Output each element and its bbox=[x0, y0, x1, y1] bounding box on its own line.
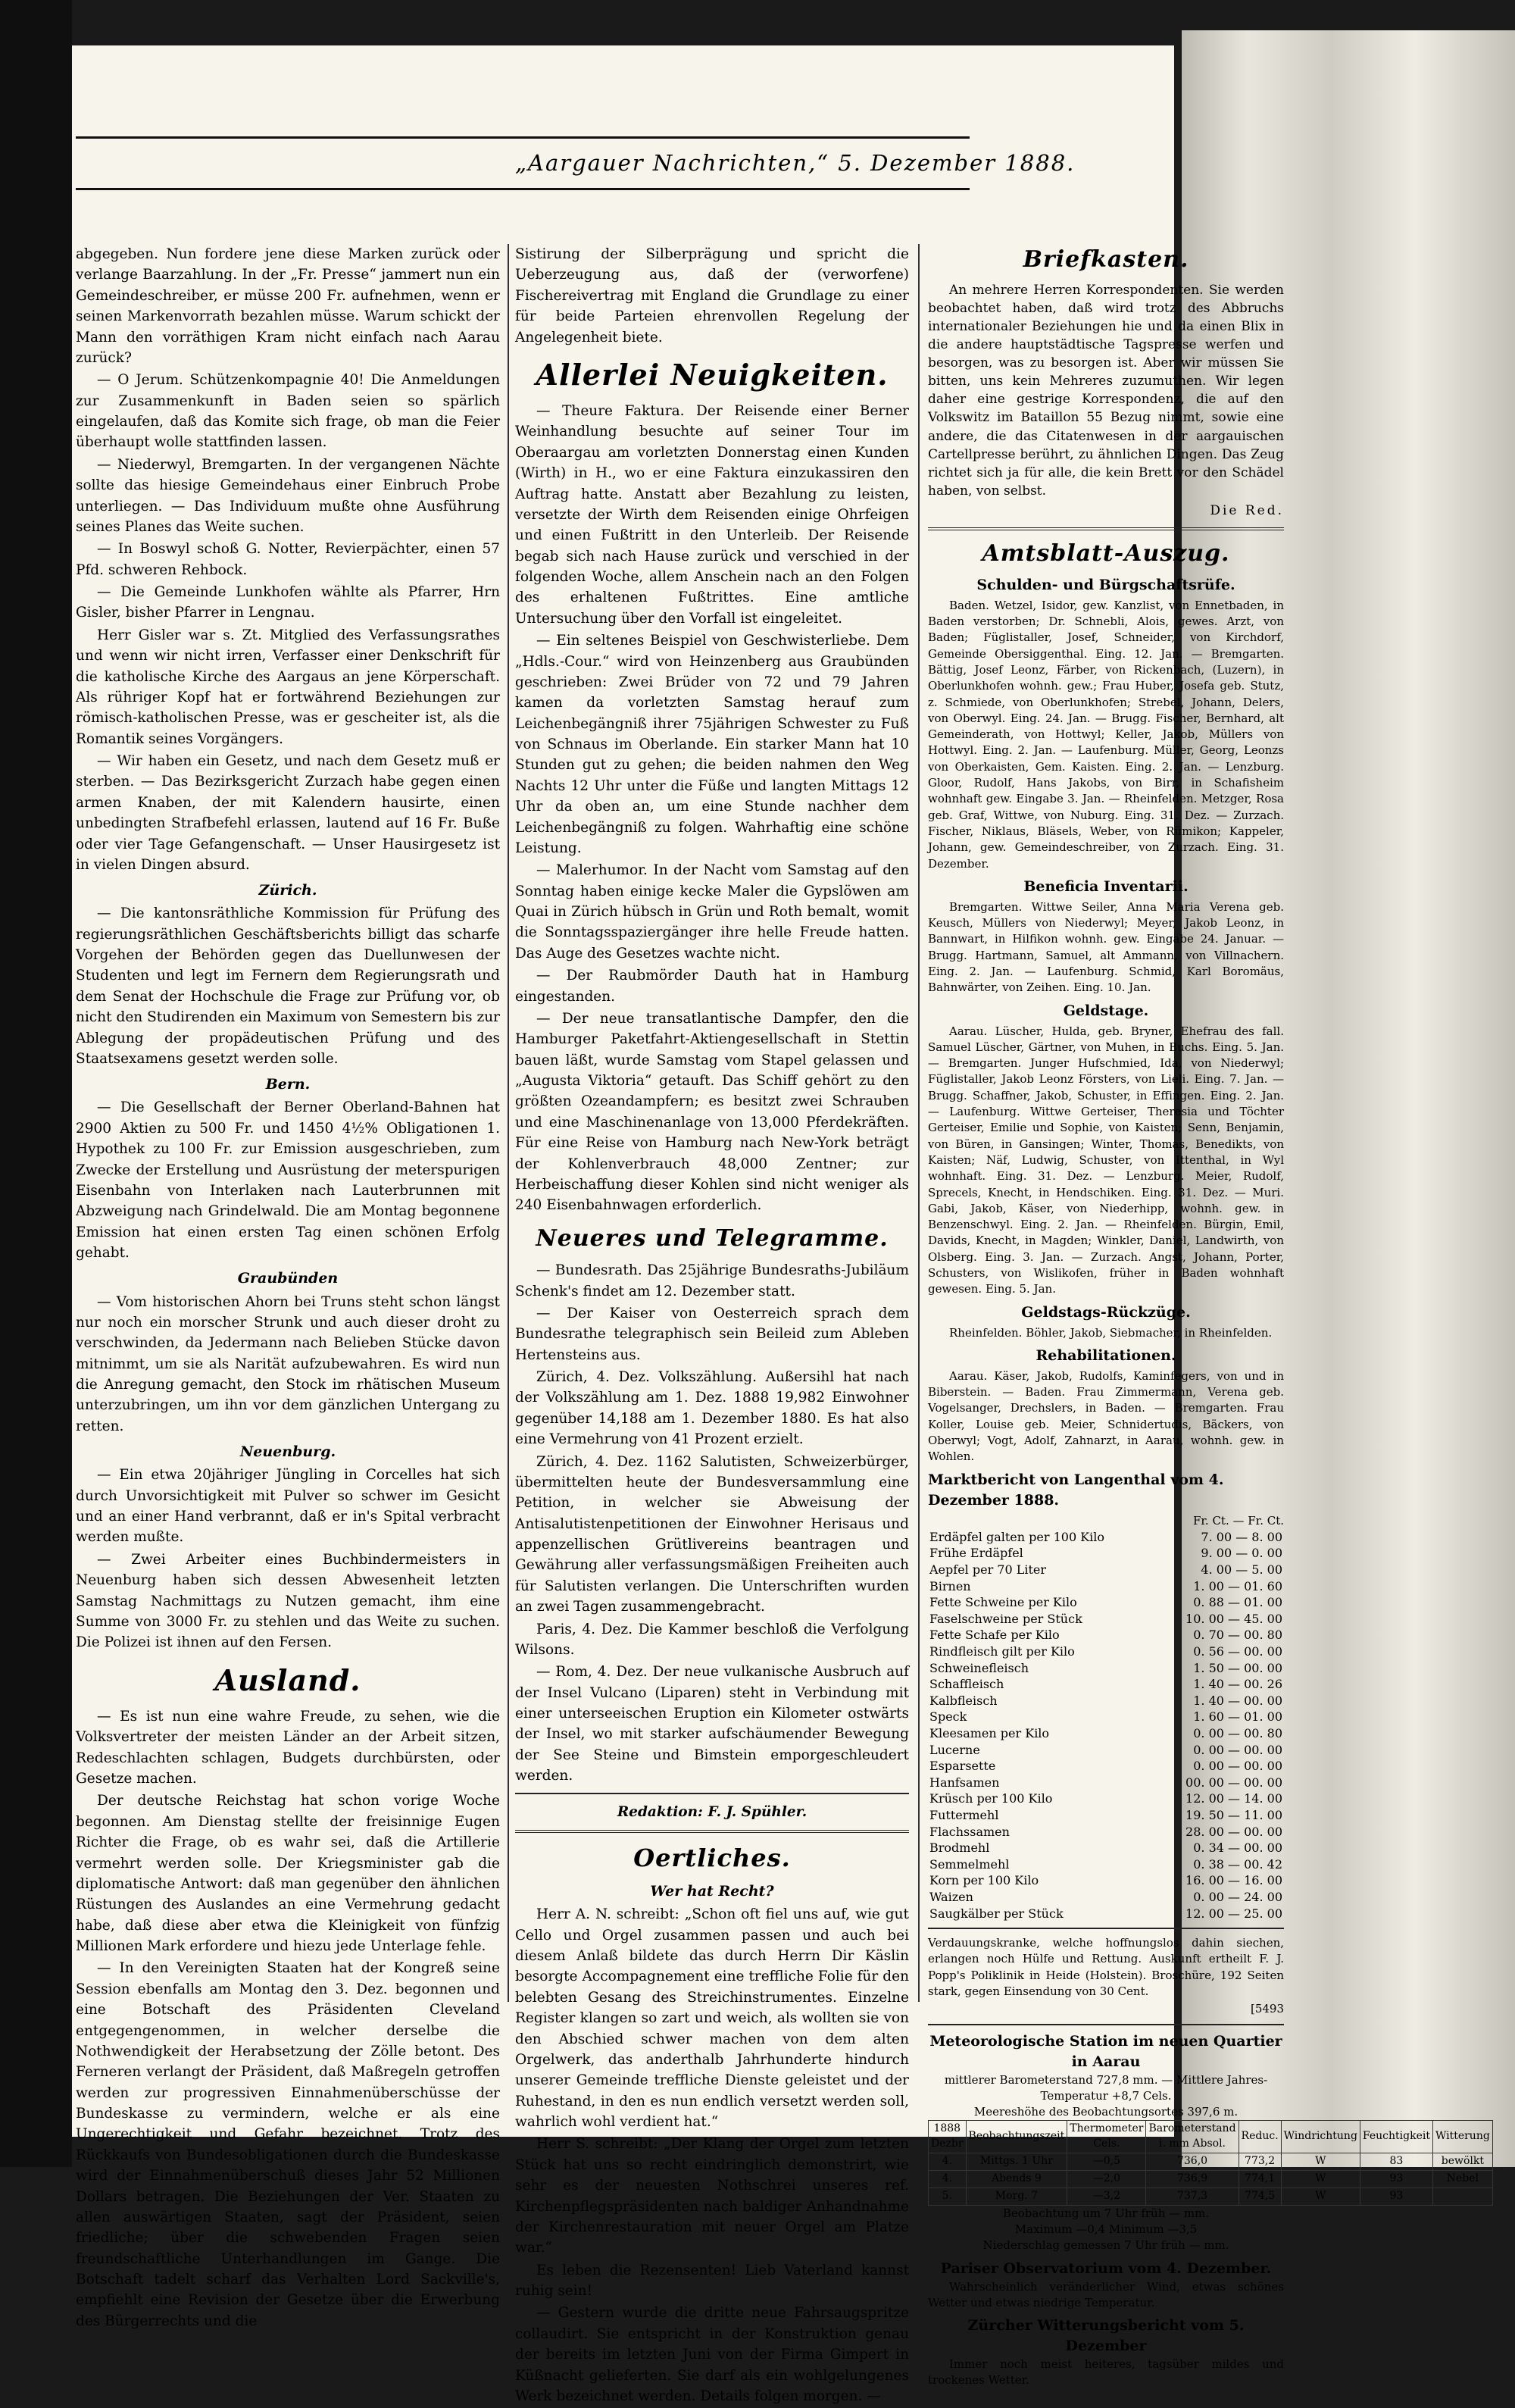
market-row bbox=[928, 1643, 1284, 1660]
subheading-meteo: Meteorologische Station im neuen Quartier in Aarau bbox=[929, 2032, 1282, 2070]
article-paragraph: — Wir haben ein Gesetz, und nach dem Gesetz muß er sterben. — Das Bezirksgericht Zurzach habe gegen einen armen Knaben, der mit Kalendern hausirte, einen unbedingten Strafbefehl erlassen, lautend auf 16 Fr. Buße oder vier Tage Gefangenschaft. — Unser Hausirgesetz ist in vielen Dingen absurd. bbox=[76, 753, 500, 873]
column-divider-2 bbox=[918, 244, 920, 2002]
market-price-table bbox=[928, 1529, 1284, 1922]
weather-header-cell: 1888 Dezbr bbox=[929, 2121, 967, 2153]
market-price: 19. 50 — 11. 00 bbox=[1185, 1807, 1282, 1822]
article-paragraph: Zürich, 4. Dez. Volkszählung. Außersihl hat nach der Volkszählung am 1. Dez. 1888 19,982 Einwohner gegenüber 14,188 am 1. Dezember 1880. Es hat also eine Vermehrung von 41 Prozent erzielt. bbox=[515, 1369, 909, 1448]
market-item: Flachssamen bbox=[929, 1824, 1010, 1839]
article-paragraph: Paris, 4. Dez. Die Kammer beschloß die Verfolgung Wilsons. bbox=[515, 1621, 909, 1658]
market-row bbox=[928, 1709, 1284, 1725]
article-paragraph: — Der Raubmörder Dauth hat in Hamburg eingestanden. bbox=[515, 968, 909, 1005]
market-price: 1. 00 — 01. 60 bbox=[1193, 1578, 1282, 1593]
market-price: 0. 00 — 00. 80 bbox=[1193, 1725, 1282, 1740]
article-paragraph: — Vom historischen Ahorn bei Truns steht schon längst nur noch ein morscher Strunk und auch dieser droht zu verschwinden, da Jedermann nach Belieben Stücke davon mitnimmt, um sie als Narität aufzubewahren. Es wird nun die Anregung gemacht, den Stock im rhätischen Museum unterzubringen, um ihn vor dem gänzlichen Untergang zu retten. bbox=[76, 1293, 500, 1434]
weather-cell: Nebel bbox=[1432, 2171, 1492, 2188]
scan-left-edge bbox=[0, 0, 72, 2167]
market-price: 1. 40 — 00. 00 bbox=[1193, 1693, 1282, 1708]
market-item: Schaffleisch bbox=[929, 1677, 1004, 1692]
market-row bbox=[928, 1807, 1284, 1824]
market-row bbox=[928, 1627, 1284, 1643]
market-row bbox=[928, 1742, 1284, 1759]
meteo-note: Beobachtung um 7 Uhr früh — mm. bbox=[1002, 2206, 1210, 2220]
weather-header-cell: Windrichtung bbox=[1281, 2121, 1360, 2153]
weather-cell: 5. bbox=[929, 2188, 967, 2205]
market-item: Rindfleisch gilt per Kilo bbox=[929, 1644, 1075, 1659]
weather-cell: 736,0 bbox=[1146, 2153, 1239, 2171]
article-paragraph: — Die kantonsräthliche Kommission für Prüfung des regierungsräthlichen Geschäftsberichts billigt das scharfe Vorgehen der Behörden gegen das Duellunwesen der Studenten und legt im Fernern dem Regierungsrath und dem Senat der Hochschule die Frage zur Prüfung vor, ob nicht den Studirenden ein Maximum von Semestern bis zur Ablegung der propädeutischen Prüfung und des Staatsexamens gesetzt werden solle. bbox=[76, 905, 500, 1067]
weather-header-cell: Barometerstand i. mm Absol. bbox=[1146, 2121, 1239, 2153]
market-price: 0. 00 — 00. 00 bbox=[1193, 1742, 1282, 1757]
weather-cell: Morg. 7 bbox=[966, 2188, 1067, 2205]
market-row bbox=[928, 1529, 1284, 1546]
article-paragraph: — Die Gemeinde Lunkhofen wählte als Pfarrer, Hrn Gisler, bisher Pfarrer in Lengnau. bbox=[76, 584, 500, 621]
subheading-rueckzuege: Geldstags-Rückzüge. bbox=[1021, 1303, 1191, 1321]
market-row bbox=[928, 1660, 1284, 1677]
article-paragraph: — In den Vereinigten Staaten hat der Kongreß seine Session ebenfalls am Montag den 3. Dez. begonnen und eine Botschaft des Präsidenten Cleveland entgegengenommen, in welcher derselbe die Nothwendigkeit der Herabsetzung der Zölle betont. Des Ferneren verlangt der Präsident, daß Maßregeln getroffen werden zur progressiven Einnahmenüberschüsse der Bundeskasse zu vermindern, welche er als eine Ungerechtigkeit und Gefahr bezeichnet. Trotz des Rückkaufs von Bundesobligationen durch die Bundeskasse wird der Einnahmenüberschuß dieses Jahr 52 Millionen Dollars betragen. Die Beziehungen der Ver. Staaten zu allen auswärtigen Staaten, sagt der Präsident, seien friedliche; über die schwebenden Fragen seien freundschaftliche Unterhandlungen im Gange. Die Botschaft tadelt scharf das Verhalten Lord Sackville's, empfiehlt eine Revision der Gesetze über die Erwerbung des Bürgerrechts und die bbox=[76, 1960, 500, 2329]
article-paragraph: — Der neue transatlantische Dampfer, den die Hamburger Paketfahrt-Aktiengesellschaft in Stettin bauen läßt, wurde Samstag vom Stapel gelassen und „Augusta Viktoria“ getauft. Das Schiff gehört zu den größten Ozeandampfern; es besitzt zwei Schrauben und eine Maschinenanlage von 13,000 Pferdekräften. Für eine Reise von Hamburg nach New-York beträgt der Kohlenverbrauch 48,000 Zentner; zur Herbeischaffung dieser Kohlen sind nicht weniger als 240 Eisenbahnwagen erforderlich. bbox=[515, 1010, 909, 1214]
market-item: Kalbfleisch bbox=[929, 1693, 998, 1708]
weather-cell bbox=[1432, 2188, 1492, 2205]
section-heading-amtsblatt: Amtsblatt-Auszug. bbox=[982, 540, 1230, 568]
market-price: 9. 00 — 0. 00 bbox=[1201, 1546, 1282, 1561]
subheading-schulden: Schulden- und Bürgschaftsrüfe. bbox=[976, 576, 1235, 593]
section-heading-ausland: Ausland. bbox=[214, 1662, 361, 1697]
weather-header-cell: Beobachtungszeit bbox=[966, 2121, 1067, 2153]
weather-cell: —0,5 bbox=[1067, 2153, 1146, 2171]
section-heading-graubuenden: Graubünden bbox=[237, 1270, 339, 1287]
market-item: Semmelmehl bbox=[929, 1856, 1010, 1872]
article-paragraph: — Rom, 4. Dez. Der neue vulkanische Ausbruch auf der Insel Vulcano (Liparen) steht in Verbindung mit einer unterseeischen Eruption ein Kilometer ostwärts der Insel, wo mit starker aufschäumender Bewegung der See Steine und Bimstein emporgeschleudert werden. bbox=[515, 1664, 909, 1784]
weather-header-cell: Witterung bbox=[1432, 2121, 1492, 2153]
article-paragraph: Herr Gisler war s. Zt. Mitglied des Verfassungsrathes und wenn wir nicht irren, Verfasser einer Denkschrift für die katholische Kirche des Aargaus an jene Körperschaft. Als rühriger Kopf hat er fortwährend Beziehungen zur römisch-katholischen Presse, was er gescheiter ist, als die Romantik seines Vorgängers. bbox=[76, 627, 500, 747]
markt-column-header: Fr. Ct. — Fr. Ct. bbox=[1192, 1513, 1284, 1528]
market-price: 1. 40 — 00. 26 bbox=[1193, 1677, 1282, 1692]
market-item: Fette Schweine per Kilo bbox=[929, 1595, 1077, 1610]
weather-cell: 774,1 bbox=[1239, 2171, 1281, 2188]
section-heading-zuerich: Zürich. bbox=[258, 882, 317, 899]
divider bbox=[928, 1928, 1284, 1929]
article-paragraph: Aarau. Lüscher, Hulda, geb. Bryner, Ehefrau des fall. Samuel Lüscher, Gärtner, von Muhen, in Buchs. Eing. 5. Jan. — Bremgarten. Junger Hufschmied, Ida, von Niederwyl; Füglistaller, Jakob Leonz Försters, von Lieli. Eing. 7. Jan. — Brugg. Schaffner, Jakob, Schuster, in Effingen. Eing. 2. Jan. — Laufenburg. Wittwe Gerteiser, Theresia und Töchter Gerteiser, Emilie und Sophie, von Kaisten; Senn, Benjamin, von Büren, in Gansingen; Winter, Thomas, Benedikts, von Kaisten; Näf, Ludwig, Schuster, von Ittenthal, in Wyl wohnhaft. Eing. 31. Dez. — Lenzburg. Meier, Rudolf, Sprecels, Knecht, in Hendschiken. Eing. 31. Dez. — Muri. Gabi, Jakob, Käser, von Niederhipp, wohnh. gew. in Benzenschwyl. Eing. 2. Jan. — Rheinfelden. Bürgin, Emil, Davids, Knecht, in Magden; Winkler, Daniel, Landwirth, von Olsberg. Eing. 3. Jan. — Zurzach. Angst, Johann, Porter, Schusters, von Wislikofen, früher in Baden wohnhaft gewesen. Eing. 5. Jan. bbox=[928, 1024, 1284, 1296]
market-item: Speck bbox=[929, 1709, 967, 1725]
weather-cell: 774,5 bbox=[1239, 2188, 1281, 2205]
market-row bbox=[928, 1693, 1284, 1709]
column-divider-1 bbox=[508, 244, 509, 2002]
section-heading-briefkasten: Briefkasten. bbox=[1023, 246, 1189, 273]
weather-cell: 736,9 bbox=[1146, 2171, 1239, 2188]
article-paragraph: An mehrere Herren Korrespondenten. Sie werden beobachtet haben, daß wird trotz des Abbruchs internationaler Beziehungen hie und da einen Blix in die andere hauptstädtische Tagspresse werfen und besorgen, was zu besorgen ist. Aber wir müssen Sie bitten, uns kein Mehreres zuzumuthen. Wir legen daher eine gestrige Korrespondenz, die auf den Volkswitz im Bataillon 55 Bezug nimmt, sowie eine andere, die das Citatenwesen in der aargauischen Cartellpresse berührt, zu ähnlichen Dingen. Das Zeug richtet sich ja für alle, die kein Brett vor den Schädel haben, von selbst. bbox=[928, 282, 1284, 499]
market-row bbox=[928, 1889, 1284, 1906]
weather-row bbox=[929, 2171, 1493, 2188]
divider bbox=[928, 2024, 1284, 2025]
market-price: 1. 50 — 00. 00 bbox=[1193, 1660, 1282, 1675]
article-paragraph: Bremgarten. Wittwe Seiler, Anna Maria Verena geb. Keusch, Müllers von Niederwyl; Meyer, Jakob Leonz, in Bannwart, in Hilfikon wohnh. gew. Eingabe 24. Januar. — Brugg. Hartmann, Samuel, alt Ammann, von Villnachern. Eing. 2. Jan. — Laufenburg. Schmid, Karl Boromäus, Bahnwärter, von Zeihen. Eing. 10. Jan. bbox=[928, 899, 1284, 995]
market-item: Hanfsamen bbox=[929, 1775, 1000, 1790]
market-price: 0. 70 — 00. 80 bbox=[1193, 1628, 1282, 1643]
market-price: 10. 00 — 45. 00 bbox=[1185, 1611, 1282, 1626]
article-paragraph: Aarau. Käser, Jakob, Rudolfs, Kaminfegers, von und in Biberstein. — Baden. Frau Zimmermann, Verena geb. Vogelsanger, Drechslers, in Baden. — Bremgarten. Frau Koller, Louise geb. Meier, Schnidertudis, Bäckers, von Oberwyl; Vogt, Adolf, Zahnarzt, in Aarau, wohnh. gew. in Wohlen. bbox=[928, 1368, 1284, 1464]
market-item: Lucerne bbox=[929, 1742, 980, 1757]
subheading-geldstage: Geldstage. bbox=[1063, 1002, 1149, 1019]
market-item: Frühe Erdäpfel bbox=[929, 1546, 1023, 1561]
advertisement: Verdauungskranke, welche hoffnungslos dahin siechen, erlangen noch Hülfe und Rettung. Auskunft ertheilt F. J. Popp's Poliklinik in Heide (Holstein). Broschüre, 192 Seiten stark, gegen Einsendung von 30 Cent. bbox=[928, 1936, 1284, 1998]
weather-cell: 93 bbox=[1360, 2171, 1432, 2188]
section-heading-neuenburg: Neuenburg. bbox=[239, 1443, 336, 1461]
article-paragraph: Immer noch meist heiteres, tagsüber mildes und trockenes Wetter. bbox=[928, 2357, 1284, 2388]
market-item: Kleesamen per Kilo bbox=[929, 1725, 1050, 1740]
weather-cell: bewölkt bbox=[1432, 2153, 1492, 2171]
article-paragraph: — Ein seltenes Beispiel von Geschwisterliebe. Dem „Hdls.-Cour.“ wird von Heinzenberg aus Graubünden geschrieben: Zwei Brüder von 72 und 79 Jahren kamen da vorletzten Samstag herauf zum Leichenbegängniß ihrer 75jährigen Schwester zu Fuß von Schnaus im Oberlande. Ein starker Mann hat 10 Stunden gut zu gehen; die beiden nahmen den Weg Nachts 12 Uhr unter die Füße und langten Mittags 12 Uhr da oben an, um eine Stunde nachher dem Leichenbegängniß zu folgen. Wahrhaftig eine schöne Leistung. bbox=[515, 633, 909, 856]
weather-cell: 773,2 bbox=[1239, 2153, 1281, 2171]
divider bbox=[515, 1793, 909, 1794]
header-rule-bottom bbox=[76, 188, 970, 190]
market-row bbox=[928, 1594, 1284, 1611]
market-item: Erdäpfel galten per 100 Kilo bbox=[929, 1529, 1105, 1544]
article-paragraph: Zürich, 4. Dez. 1162 Salutisten, Schweizerbürger, übermittelten heute der Bundesversammlung eine Petition, in welcher sie Abweisung der Antisalutistenpetitionen der Einwohner Herisaus und appenzellischen Grütlivereins beantragen und Gewährung aller verfassungsmäßigen Freiheiten auch für Salutisten verlangen. Die Unterschriften wurden an zwei Tagen zusammengebracht. bbox=[515, 1453, 909, 1615]
market-price: 4. 00 — 5. 00 bbox=[1201, 1562, 1282, 1578]
divider bbox=[928, 527, 1284, 530]
market-price: 00. 00 — 00. 00 bbox=[1185, 1775, 1282, 1790]
article-title-wer-hat-recht: Wer hat Recht? bbox=[650, 1883, 774, 1900]
market-price: 0. 34 — 00. 00 bbox=[1193, 1840, 1282, 1856]
market-item: Korn per 100 Kilo bbox=[929, 1873, 1039, 1888]
subheading-pariser-observatorium: Pariser Observatorium vom 4. Dezember. bbox=[940, 2259, 1272, 2277]
market-item: Esparsette bbox=[929, 1759, 996, 1774]
article-paragraph: — Theure Faktura. Der Reisende einer Berner Weinhandlung besuchte auf seiner Tour im Oberaargau am vorletzten Donnerstag einen Kunden (Wirth) in H., wo er eine Faktura einzukassiren den Auftrag hatte. Anstatt aber Bezahlung zu leisten, versetzte der Wirth dem Reisenden einige Ohrfeigen und einen Fußtritt in den Unterleib. Der Reisende begab sich nach Hause zurück und verschied in der folgenden Woche, allem Anschein nach an den Folgen des erhaltenen Fußtrittes. Eine amtliche Untersuchung über den Vorfall ist eingeleitet. bbox=[515, 403, 909, 627]
subheading-rehabilitationen: Rehabilitationen. bbox=[1036, 1346, 1176, 1364]
weather-header-cell: Feuchtigkeit bbox=[1360, 2121, 1432, 2153]
editor-credit: Redaktion: F. J. Spühler. bbox=[617, 1803, 807, 1820]
weather-cell: W bbox=[1281, 2188, 1360, 2205]
weather-cell: —2,0 bbox=[1067, 2171, 1146, 2188]
article-paragraph: — Der Kaiser von Oesterreich sprach dem Bundesrathe telegraphisch sein Beileid zum Ableben Hertensteins aus. bbox=[515, 1305, 909, 1363]
column-1 bbox=[76, 244, 500, 2333]
market-item: Birnen bbox=[929, 1578, 971, 1593]
market-price: 0. 88 — 01. 00 bbox=[1193, 1595, 1282, 1610]
market-price: 0. 00 — 00. 00 bbox=[1193, 1759, 1282, 1774]
market-row bbox=[928, 1562, 1284, 1578]
article-paragraph: Der deutsche Reichstag hat schon vorige Woche begonnen. Am Dienstag stellte der freisinnige Eugen Richter die Frage, ob es wahr sei, daß die Artillerie vermehrt werden solle. Der Kriegsminister gab die diplomatische Antwort: daß man gegenüber den ähnlichen Rüstungen des Auslandes an eine Vermehrung gedacht habe, daß diese aber etwa die Kleinigkeit von fünfzig Millionen Mark erfordere und hiezu jede Unterlage fehle. bbox=[76, 1793, 500, 1955]
article-paragraph: Sistirung der Silberprägung und spricht die Ueberzeugung aus, daß der (verworfene) Fischereivertrag mit England die Grundlage zu einer für beide Parteien ehrenvollen Regelung der Angelegenheit biete. bbox=[515, 246, 909, 346]
section-heading-neueres: Neueres und Telegramme. bbox=[536, 1224, 889, 1252]
article-paragraph: Herr A. N. schreibt: „Schon oft fiel uns auf, wie gut Cello und Orgel zusammen passen und auch bei diesem Anlaß bildete das durch Herrn Dir Käslin besorgte Accompagnement eine treffliche Folie für den belebten Gesang des Streichinstrumentes. Einzelne Register klangen so zart und weich, als wollten sie von den Abschied schwer machen von dem alten Orgelwerk, das anderthalb Jahrhunderte hindurch unserer Gemeinde treffliche Dienste geleistet und der Ruhestand, in den es nun endlich versetzt werden soll, wahrlich wohl verdient hat.“ bbox=[515, 1906, 909, 2131]
meteo-subtitle: Meereshöhe des Beobachtungsortes 397,6 m. bbox=[973, 2105, 1239, 2119]
article-paragraph: Rheinfelden. Böhler, Jakob, Siebmacher, in Rheinfelden. bbox=[949, 1325, 1273, 1340]
subheading-zuercher-witterungsbericht: Zürcher Witterungsbericht vom 5. Dezember bbox=[967, 2317, 1245, 2355]
meteo-note: Maximum —0,4 Minimum —3,5 bbox=[1014, 2222, 1198, 2237]
market-price: 16. 00 — 16. 00 bbox=[1185, 1873, 1282, 1888]
market-price: 0. 00 — 24. 00 bbox=[1193, 1889, 1282, 1904]
weather-cell: Mittgs. 1 Uhr bbox=[966, 2153, 1067, 2171]
weather-row bbox=[929, 2188, 1493, 2205]
market-price: 7. 00 — 8. 00 bbox=[1201, 1529, 1282, 1544]
market-price: 0. 38 — 00. 42 bbox=[1193, 1856, 1282, 1872]
column-2 bbox=[515, 244, 909, 2408]
market-item: Aepfel per 70 Liter bbox=[929, 1562, 1047, 1578]
market-row bbox=[928, 1824, 1284, 1840]
section-heading-bern: Bern. bbox=[265, 1076, 311, 1093]
article-paragraph: — Zwei Arbeiter eines Buchbindermeisters in Neuenburg haben sich dessen Abwesenheit letzten Samstag Nachmittags zu Nutzen gemacht, ihm eine Summe von 3000 Fr. zu stehlen und das Weite zu suchen. Die Polizei ist ihnen auf den Fersen. bbox=[76, 1551, 500, 1651]
advertisement-number: [5493 bbox=[1250, 2002, 1284, 2016]
market-item: Saugkälber per Stück bbox=[929, 1906, 1064, 1921]
market-item: Faselschweine per Stück bbox=[929, 1611, 1082, 1626]
header-rule-top bbox=[76, 136, 970, 139]
market-price: 12. 00 — 14. 00 bbox=[1185, 1791, 1282, 1806]
meteo-note: Niederschlag gemessen 7 Uhr früh — mm. bbox=[982, 2238, 1229, 2253]
article-paragraph: Wahrscheinlich veränderlicher Wind, etwas schönes Wetter und etwas niedrige Temperatur. bbox=[928, 2279, 1284, 2309]
article-paragraph: — O Jerum. Schützenkompagnie 40! Die Anmeldungen zur Zusammenkunft in Baden seien so spärlich eingelaufen, daß das Komite sich frage, ob man die Feier überhaupt wolle stattfinden lassen. bbox=[76, 372, 500, 451]
market-item: Schweinefleisch bbox=[929, 1660, 1029, 1675]
page-title: „Aargauer Nachrichten,“ 5. Dezember 1888. bbox=[515, 150, 1076, 176]
market-row bbox=[928, 1611, 1284, 1628]
market-row bbox=[928, 1676, 1284, 1693]
article-paragraph: — Ein etwa 20jähriger Jüngling in Corcelles hat sich durch Unvorsichtigkeit mit Pulver so schwer im Gesicht und an einer Hand verbrannt, daß er in's Spital verbracht werden mußte. bbox=[76, 1467, 500, 1546]
weather-cell: 4. bbox=[929, 2153, 967, 2171]
page-header bbox=[76, 136, 1076, 220]
market-row bbox=[928, 1545, 1284, 1562]
article-paragraph: — Bundesrath. Das 25jährige Bundesraths-Jubiläum Schenk's findet am 12. Dezember statt. bbox=[515, 1262, 909, 1299]
article-paragraph: — In Boswyl schoß G. Notter, Revierpächter, einen 57 Pfd. schweren Rehbock. bbox=[76, 541, 500, 578]
section-heading-oertliches: Oertliches. bbox=[633, 1843, 791, 1872]
market-item: Krüsch per 100 Kilo bbox=[929, 1791, 1053, 1806]
weather-cell: W bbox=[1281, 2153, 1360, 2171]
article-paragraph: abgegeben. Nun fordere jene diese Marken zurück oder verlange Baarzahlung. In der „Fr. Presse“ jammert nun ein Gemeindeschreiber, er müsse 200 Fr. aufnehmen, wenn er seinen Markenvorrath bezahlen müsse. Warum schickt der Mann den vorräthigen Kram nicht einfach nach Aarau zurück? bbox=[76, 246, 500, 366]
article-paragraph: — Es ist nun eine wahre Freude, zu sehen, wie die Volksvertreter der meisten Länder an der Arbeit sitzen, Redeschlachten schlagen, Budgets durchbürsten, oder Gesetze machen. bbox=[76, 1708, 500, 1787]
weather-cell: 737,3 bbox=[1146, 2188, 1239, 2205]
subheading-beneficia: Beneficia Inventarii. bbox=[1023, 877, 1189, 895]
signature-redaktion: Die Red. bbox=[1210, 503, 1284, 519]
article-paragraph: Herr S. schreibt: „Der Klang der Orgel zum letzten Stück hat uns so recht eindringlich demonstrirt, wie sehr es der neuesten Nothschrei unseres ref. Kirchenpflegspräsidenten nach baldiger Anhandnahme der Kirchenrestauration mit neuer Orgel am Platze war.“ bbox=[515, 2136, 909, 2256]
divider bbox=[515, 1830, 909, 1833]
article-paragraph: Es leben die Rezensenten! Lieb Vaterland kannst ruhig sein! bbox=[515, 2262, 909, 2300]
weather-cell: Abends 9 bbox=[966, 2171, 1067, 2188]
market-row bbox=[928, 1840, 1284, 1856]
market-row bbox=[928, 1906, 1284, 1922]
weather-cell: W bbox=[1281, 2171, 1360, 2188]
market-row bbox=[928, 1872, 1284, 1889]
article-paragraph: — Niederwyl, Bremgarten. In der vergangenen Nächte sollte das hiesige Gemeindehaus einer Einbruch Probe unterliegen. — Das Individuum mußte ohne Ausführung seines Planes das Weite suchen. bbox=[76, 456, 500, 535]
weather-header-cell: Thermometer Cels. bbox=[1067, 2121, 1146, 2153]
article-paragraph: — Die Gesellschaft der Berner Oberland-Bahnen hat 2900 Aktien zu 500 Fr. und 1450 4½% Obligationen 1. Hypothek zu 100 Fr. zur Emission ausgeschrieben, zum Zwecke der Erstellung und Ausrüstung der meterspurigen Eisenbahn von Interlaken nach Lauterbrunnen mit Abzweigung nach Grindelwald. Die am Montag begonnene Emission hat einen ersten Tag einen schönen Erfolg gehabt. bbox=[76, 1099, 500, 1262]
weather-cell: 83 bbox=[1360, 2153, 1432, 2171]
market-row bbox=[928, 1758, 1284, 1775]
market-price: 1. 60 — 01. 00 bbox=[1193, 1709, 1282, 1725]
market-row bbox=[928, 1725, 1284, 1742]
market-row bbox=[928, 1775, 1284, 1791]
weather-cell: —3,2 bbox=[1067, 2188, 1146, 2205]
market-item: Brodmehl bbox=[929, 1840, 990, 1856]
market-price: 12. 00 — 25. 00 bbox=[1185, 1906, 1282, 1921]
market-item: Fette Schafe per Kilo bbox=[929, 1628, 1060, 1643]
market-row bbox=[928, 1790, 1284, 1807]
article-paragraph: — Malerhumor. In der Nacht vom Samstag auf den Sonntag haben einige kecke Maler die Gypslöwen am Quai in Zürich hübsch in Grün und Roth bemalt, womit die Sonntagsspaziergänger ihre helle Freude hatten. Das Auge des Gesetzes wachte nicht. bbox=[515, 862, 909, 962]
article-paragraph: Baden. Wetzel, Isidor, gew. Kanzlist, von Ennetbaden, in Baden verstorben; Dr. Schnebli, Alois, gewes. Arzt, von Baden; Füglistaller, Josef, Schneider, von Kirchdorf, Gemeinde Obersiggenthal. Eing. 12. Jan. — Bremgarten. Bättig, Josef Leonz, Färber, von Rickenbach, (Luzern), in Oberlunkhofen wohnh. gew.; Frau Huber, Josefa geb. Stutz, z. Schmiede, von Oberlunkhofen; Strebel, Johann, Delers, von Oberwyl. Eing. 24. Jan. — Brugg. Fischer, Bernhard, alt Gemeinderath, von Hottwyl; Keller, Jakob, Müllers von Hottwyl. Eing. 2. Jan. — Laufenburg. Müller, Georg, Leonzs von Oberkaisten, Gem. Kaisten. Eing. 2. Jan. — Lenzburg. Gloor, Rudolf, Hans Jakobs, von Birr, in Schafisheim wohnhaft gew. Eingabe 3. Jan. — Rheinfelden. Metzger, Rosa geb. Graf, Wittwe, von Nuburg. Eing. 31. Dez. — Zurzach. Fischer, Niklaus, Bläsels, Weber, von Rümikon; Kappeler, Johann, gew. Gemeindeschreiber, von Zurzach. Eing. 31. Dezember. bbox=[928, 598, 1284, 871]
weather-table bbox=[928, 2120, 1493, 2205]
market-row bbox=[928, 1856, 1284, 1873]
article-paragraph: — Gestern wurde die dritte neue Fahrsaugspritze collaudirt. Sie entspricht in der Konstruktion genau der bereits im letzten Juni von der Firma Gimpert in Küßnacht gelieferten. Sie darf als ein wohlgelungenes Werk bezeichnet werden. Details folgen morgen. — bbox=[515, 2305, 909, 2404]
subheading-marktbericht: Marktbericht von Langenthal vom 4. Dezember 1888. bbox=[928, 1471, 1224, 1509]
weather-cell: 93 bbox=[1360, 2188, 1432, 2205]
market-price: 0. 56 — 00. 00 bbox=[1193, 1644, 1282, 1659]
market-item: Waizen bbox=[929, 1889, 973, 1904]
weather-cell: 4. bbox=[929, 2171, 967, 2188]
market-item: Futtermehl bbox=[929, 1807, 999, 1822]
meteo-subtitle: mittlerer Barometerstand 727,8 mm. — Mittlere Jahres-Temperatur +8,7 Cels. bbox=[944, 2072, 1268, 2103]
weather-header-cell: Reduc. bbox=[1239, 2121, 1281, 2153]
column-3 bbox=[928, 244, 1490, 2391]
section-heading-allerlei: Allerlei Neuigkeiten. bbox=[536, 357, 889, 392]
weather-row bbox=[929, 2153, 1493, 2171]
market-row bbox=[928, 1578, 1284, 1595]
market-price: 28. 00 — 00. 00 bbox=[1185, 1824, 1282, 1839]
